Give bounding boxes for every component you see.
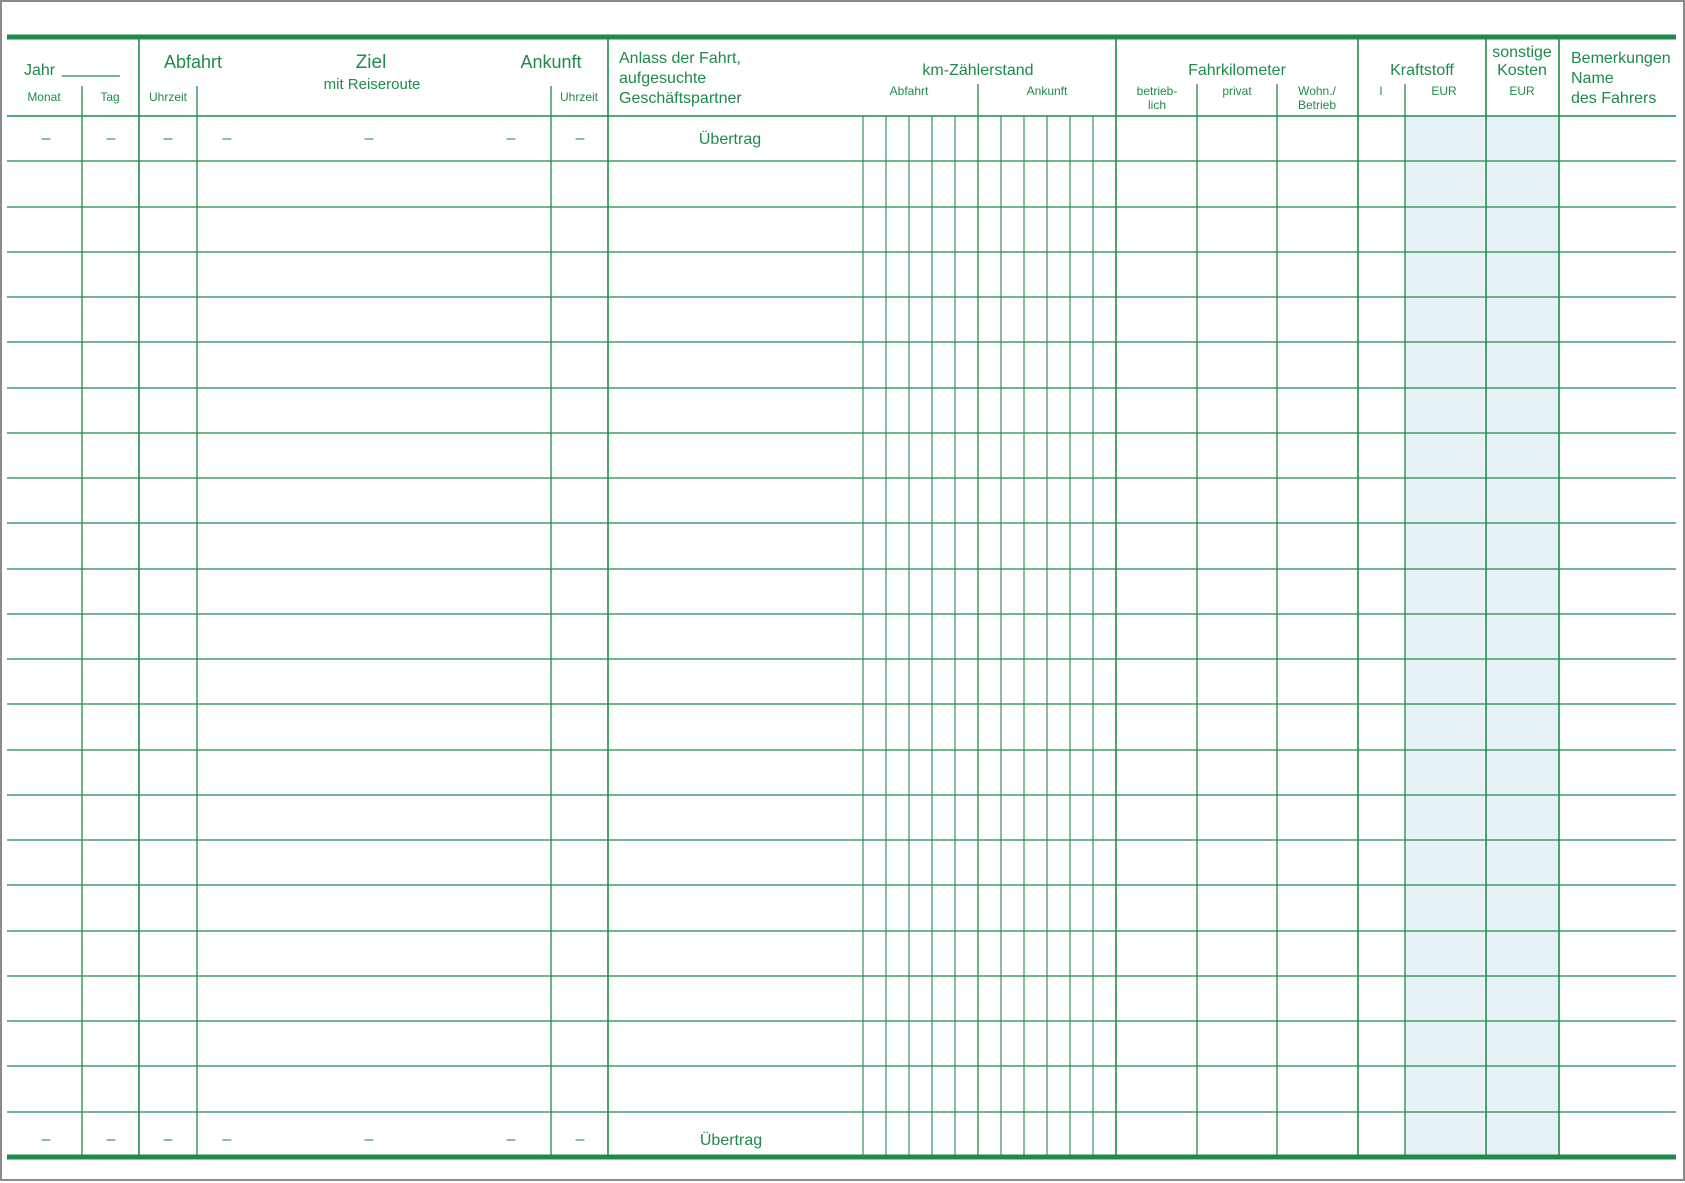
header-privat: privat [1222, 84, 1252, 98]
header-km-abfahrt: Abfahrt [889, 84, 929, 98]
dash-ziel-3-top: – [506, 130, 516, 147]
header-abfahrt: Abfahrt [163, 52, 223, 72]
logbook-grid [2, 2, 1685, 1183]
dash-tag-top: – [106, 130, 116, 147]
header-sonstige-2: Kosten [1497, 62, 1547, 79]
header-km-ankunft: Ankunft [1026, 84, 1068, 98]
header-sonstige-1: sonstige [1492, 44, 1552, 61]
dash-monat-bottom: – [41, 1131, 51, 1148]
header-betrieblich-2: lich [1147, 98, 1167, 112]
header-ziel-sub: mit Reiseroute [323, 76, 421, 93]
dash-ankunft-top: – [575, 130, 585, 147]
header-ankunft-uhrzeit: Uhrzeit [559, 90, 599, 104]
header-kraftstoff-eur: EUR [1431, 84, 1457, 98]
dash-abfahrt-top: – [163, 130, 173, 147]
header-fahrkilometer: Fahrkilometer [1188, 62, 1286, 79]
dash-ziel-1-top: – [222, 130, 232, 147]
header-kraftstoff-liter: l [1379, 84, 1383, 98]
header-ziel: Ziel [355, 52, 387, 73]
uebertrag-top: Übertrag [698, 131, 762, 148]
sonstige-eur-shade [1486, 117, 1558, 1157]
header-bemerkungen-1: Bemerkungen [1571, 50, 1671, 67]
header-anlass-3: Geschäftspartner [619, 90, 742, 107]
header-wohn-2: Betrieb [1297, 98, 1337, 112]
dash-abfahrt-bottom: – [163, 1131, 173, 1148]
header-anlass-2: aufgesuchte [619, 70, 707, 87]
table-header [24, 44, 1671, 112]
uebertrag-bottom: Übertrag [699, 1132, 763, 1149]
header-jahr: Jahr [24, 62, 56, 79]
dash-monat-top: – [41, 130, 51, 147]
uebertrag-row-top [42, 130, 762, 148]
header-kraftstoff: Kraftstoff [1390, 62, 1454, 79]
header-monat: Monat [27, 90, 61, 104]
header-betrieblich-1: betrieb- [1136, 84, 1178, 98]
header-abfahrt-uhrzeit: Uhrzeit [148, 90, 188, 104]
dash-ziel-1-bottom: – [222, 1131, 232, 1148]
header-km-zaehlerstand: km-Zählerstand [922, 62, 1034, 79]
dash-ziel-2-bottom: – [364, 1131, 374, 1148]
dash-ziel-3-bottom: – [506, 1131, 516, 1148]
header-anlass-1: Anlass der Fahrt, [619, 50, 741, 67]
header-ankunft: Ankunft [520, 52, 582, 72]
header-wohn-1: Wohn./ [1298, 84, 1336, 98]
dash-ankunft-bottom: – [575, 1131, 585, 1148]
header-bemerkungen-2: Name [1571, 70, 1614, 87]
header-bemerkungen-3: des Fahrers [1571, 90, 1657, 107]
uebertrag-row-bottom [42, 1131, 763, 1149]
header-tag: Tag [100, 90, 120, 104]
header-sonstige-eur: EUR [1509, 84, 1535, 98]
dash-ziel-2-top: – [364, 130, 374, 147]
kraftstoff-eur-shade [1405, 117, 1484, 1157]
dash-tag-bottom: – [106, 1131, 116, 1148]
